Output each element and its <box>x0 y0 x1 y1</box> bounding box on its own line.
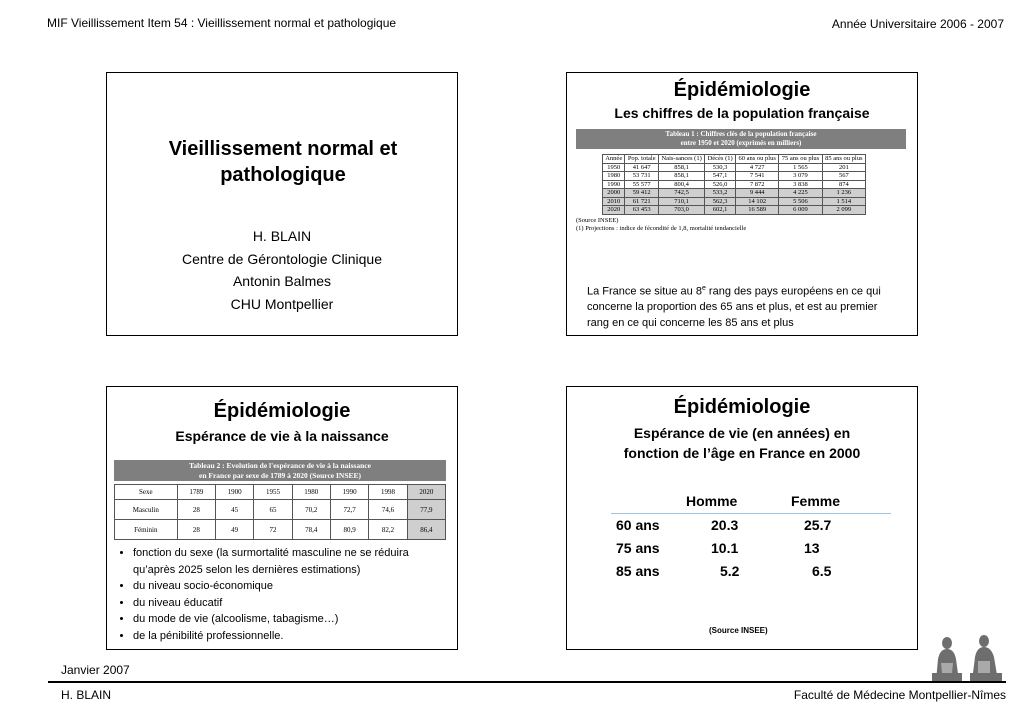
list-item: • du mode de vie (alcoolisme, tabagisme…) <box>133 611 451 628</box>
population-table-figure <box>576 129 906 233</box>
slide-heading: Épidémiologie <box>213 400 351 422</box>
table-row: 1990 55 577 800,4 526,0 7 872 3 838 874 <box>603 180 866 189</box>
slide-life-expectancy-age <box>566 386 918 650</box>
list-item: • du niveau éducatif <box>133 595 451 612</box>
slide-population-figures <box>566 72 918 336</box>
femme-value: 25.7 <box>804 517 832 533</box>
slide-title-heading: Vieillissement normal et pathologique <box>168 138 398 186</box>
slide-heading: Épidémiologie <box>673 396 811 418</box>
table-footnotes <box>576 217 906 233</box>
life-expectancy-table <box>114 484 446 540</box>
homme-value: 20.3 <box>711 517 739 533</box>
table-row: Féminin 28 49 72 78,4 80,9 82,2 86,4 <box>115 520 446 540</box>
author-block <box>107 225 457 315</box>
age-row: 60 ans <box>616 517 660 533</box>
table-caption: Tableau 2 : Evolution de l'espérance de vie à la naissance en France par sexe de 1789 à 2020 (Source INSEE) <box>114 460 446 481</box>
population-table <box>602 154 866 215</box>
author-institution: CHU Montpellier <box>230 295 334 312</box>
statue-logo-icon <box>928 633 1006 681</box>
footer-date: Janvier 2007 <box>61 663 130 677</box>
list-item: • du niveau socio-économique <box>133 578 451 595</box>
column-header-homme: Homme <box>686 493 738 509</box>
population-text: La France se situe au 8e rang des pays européens en ce qui concerne la proportion des 65 ans et plus, et est au premier rang en ce qui concerne les 85 ans et plus <box>587 285 881 329</box>
footer-faculty: Faculté de Médecine Montpellier-Nîmes <box>793 688 1006 702</box>
slide-life-expectancy-birth <box>106 386 458 650</box>
determinants-list <box>115 545 451 644</box>
table-source: (Source INSEE) <box>576 216 619 224</box>
author-hospital: Antonin Balmes <box>232 273 332 289</box>
femme-value: 6.5 <box>812 563 832 579</box>
footer-divider <box>48 681 1006 683</box>
homme-value: 5.2 <box>720 563 740 579</box>
slide-title <box>106 72 458 336</box>
table-caption: Tableau 1 : Chiffres clés de la population française entre 1950 et 2020 (exprimés en milliers) <box>576 129 906 149</box>
table-note: (1) Projections : indice de fécondité de 1,8, mortalité tendancielle <box>576 224 747 232</box>
table-row: 2010 61 721 710,1 562,3 14 102 5 506 1 514 <box>603 197 866 206</box>
slide-heading: Épidémiologie <box>673 79 811 101</box>
header-course-title: MIF Vieillissement Item 54 : Vieillissement normal et pathologique <box>47 16 397 30</box>
header-academic-year: Année Universitaire 2006 - 2007 <box>831 17 1004 31</box>
slide-subheading: Les chiffres de la population française <box>614 105 870 121</box>
list-item: • de la pénibilité professionnelle. <box>133 628 451 645</box>
table-row: 2000 59 412 742,5 533,2 9 444 4 225 1 236 <box>603 189 866 198</box>
table-header-row: Année Pop. totale Nais-sances (1) Décès (1) 60 ans ou plus 75 ans ou plus 85 ans ou plus <box>603 155 866 164</box>
homme-value: 10.1 <box>711 540 739 556</box>
age-row: 85 ans <box>616 563 660 579</box>
footer-author: H. BLAIN <box>61 688 112 702</box>
table-header-row: Sexe 1789 1900 1955 1980 1990 1998 2020 <box>115 485 446 500</box>
table-row: 1980 53 731 858,1 547,1 7 541 3 079 567 <box>603 172 866 181</box>
header-divider <box>611 513 891 514</box>
age-row: 75 ans <box>616 540 660 556</box>
table-row: 1950 41 647 858,1 530,3 4 727 1 565 201 <box>603 163 866 172</box>
table-row: Masculin 28 45 65 70,2 72,7 74,6 77,9 <box>115 500 446 520</box>
slide-subheading: Espérance de vie (en années) en fonction de l’âge en France en 2000 <box>623 425 861 461</box>
source-note: (Source INSEE) <box>709 626 768 635</box>
slide-subheading: Espérance de vie à la naissance <box>175 428 389 444</box>
life-expectancy-table-figure <box>114 460 446 540</box>
table-row: 2020 63 453 703,0 602,1 16 589 6 009 2 099 <box>603 206 866 215</box>
column-header-femme: Femme <box>791 493 841 509</box>
author-name: H. BLAIN <box>252 228 312 244</box>
femme-value: 13 <box>804 540 820 556</box>
author-department: Centre de Gérontologie Clinique <box>181 250 382 267</box>
list-item: • fonction du sexe (la surmortalité masculine ne se réduira qu’après 2025 selon les dernières estimations) <box>133 545 451 578</box>
